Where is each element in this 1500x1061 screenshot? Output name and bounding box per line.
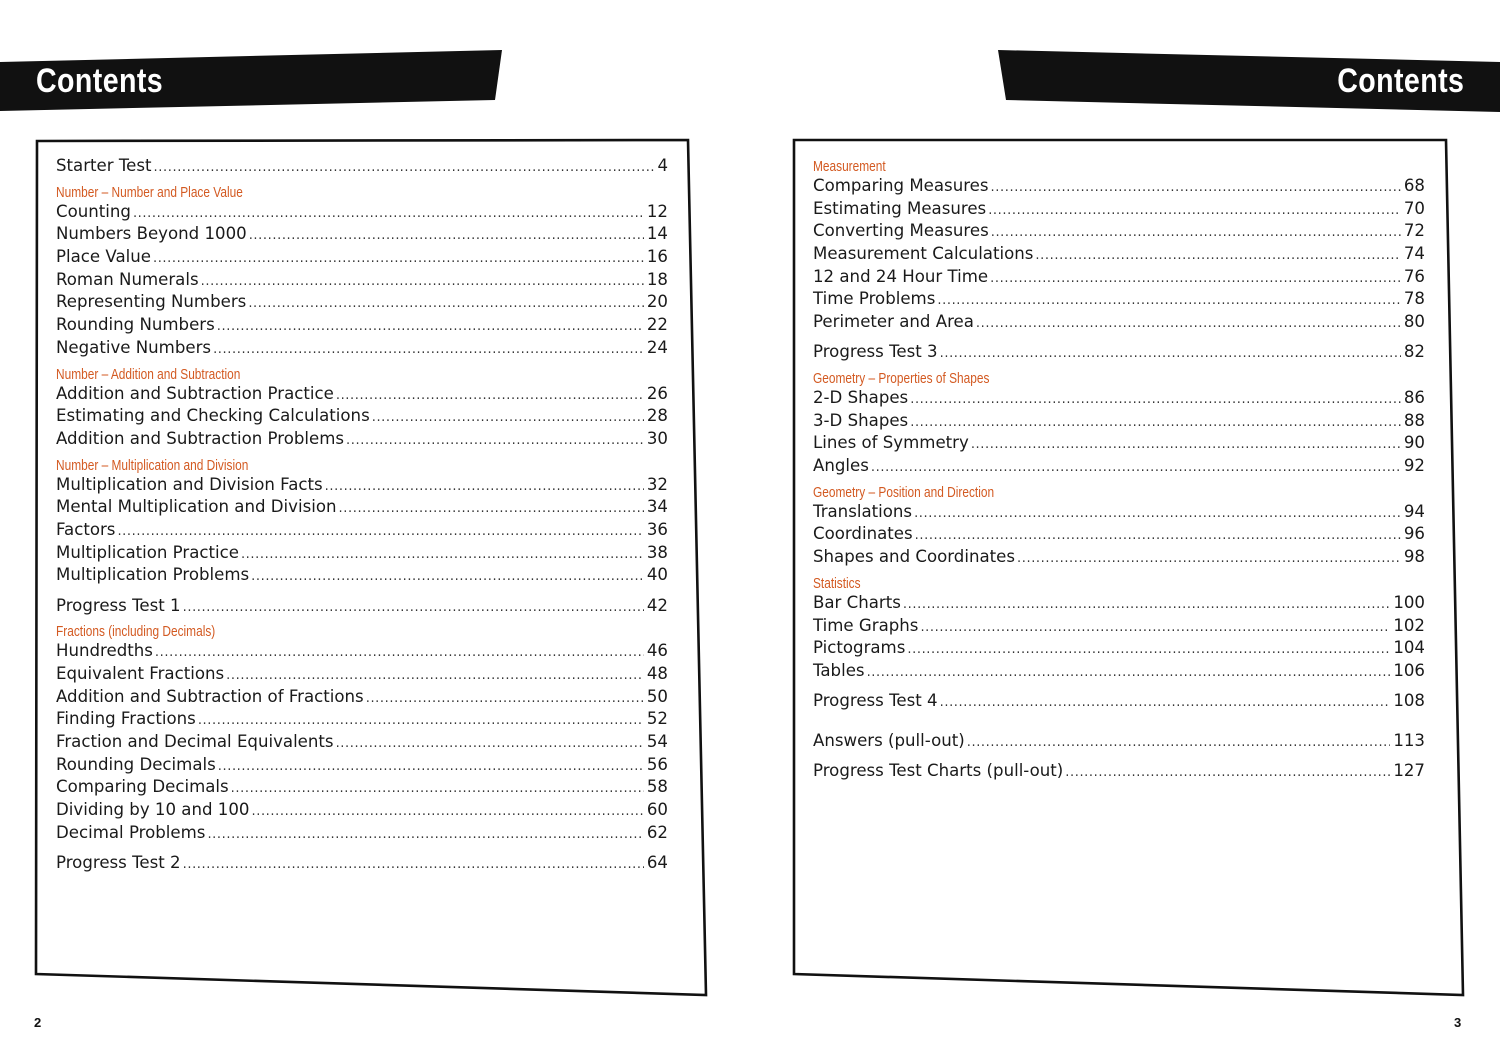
left-page-number: 2 [34,1015,42,1030]
toc-leader-dots [915,525,1401,548]
toc-entry[interactable] [56,799,668,822]
toc-entry[interactable] [56,564,668,587]
toc-leader-dots [914,503,1401,526]
toc-entry-title: Tables [813,660,865,680]
toc-leader-dots [1065,762,1390,785]
toc-entry-page: 16 [646,247,668,267]
toc-entry[interactable] [813,243,1425,266]
toc-entry-title: Rounding Decimals [56,754,216,774]
toc-entry[interactable] [813,637,1425,660]
toc-entry-title: Pictograms [813,638,906,658]
toc-entry-title: Estimating and Checking Calculations [56,406,370,426]
toc-entry-title: 2-D Shapes [813,388,909,407]
toc-leader-dots [910,389,1401,412]
toc-entry-title: Shapes and Coordinates [813,547,1015,567]
toc-entry-page: 32 [646,474,668,494]
toc-entry-page: 113 [1393,730,1425,750]
toc-entry-title: Multiplication and Division Facts [56,474,323,494]
toc-entry[interactable] [813,615,1425,638]
toc-entry[interactable] [813,341,1425,364]
toc-entry-page: 52 [646,709,668,729]
toc-leader-dots [920,617,1390,640]
toc-entry-page: 60 [646,800,668,819]
toc-entry[interactable] [56,640,668,663]
toc-entry-page: 4 [657,156,668,175]
toc-leader-dots [183,597,644,620]
toc-leader-dots [155,642,644,665]
toc-leader-dots [991,222,1401,245]
toc-entry-title: Progress Test 2 [56,852,181,872]
right-page-title: Contents [1336,62,1464,100]
toc-leader-dots [871,457,1401,480]
toc-entry-title: Place Value [56,247,151,267]
toc-entry-page: 24 [646,337,668,357]
toc-entry-title: 12 and 24 Hour Time [813,266,989,286]
toc-leader-dots [218,756,644,779]
toc-entry[interactable] [56,201,668,224]
toc-leader-dots [988,200,1401,223]
toc-entry-page: 54 [646,731,668,751]
toc-entry[interactable] [56,291,668,314]
toc-entry-page: 86 [1403,388,1425,407]
toc-entry[interactable] [56,314,668,337]
toc-entry[interactable] [56,337,668,360]
toc-entry-title: Decimal Problems [56,822,206,842]
toc-entry[interactable] [813,660,1425,683]
toc-entry-page: 76 [1403,266,1425,286]
toc-entry-page: 88 [1403,410,1425,430]
toc-leader-dots [990,268,1401,291]
toc-entry[interactable] [56,595,668,618]
toc-entry-page: 30 [646,428,668,448]
toc-entry[interactable] [813,760,1425,783]
toc-leader-dots [248,293,644,316]
toc-entry-page: 68 [1403,176,1425,195]
toc-leader-dots [346,430,644,453]
toc-entry[interactable] [813,410,1425,433]
toc-entry[interactable] [813,432,1425,455]
toc-entry-page: 74 [1403,244,1425,264]
toc-leader-dots [976,313,1401,336]
toc-entry-title: Measurement Calculations [813,244,1034,264]
toc-leader-dots [198,710,644,733]
toc-entry[interactable] [813,592,1425,615]
toc-entry-page: 102 [1393,615,1425,635]
toc-entry-page: 70 [1403,198,1425,218]
toc-section-heading: Number – Number and Place Value [56,184,243,201]
toc-leader-dots [339,498,644,521]
toc-entry-page: 98 [1403,547,1425,567]
toc-leader-dots [867,662,1391,685]
toc-entry[interactable] [813,266,1425,289]
toc-entry-title: Dividing by 10 and 100 [56,800,250,819]
toc-entry-page: 108 [1393,691,1425,711]
toc-entry[interactable] [56,542,668,565]
toc-entry-title: Rounding Numbers [56,315,215,335]
toc-entry-page: 40 [646,565,668,585]
toc-entry-title: Bar Charts [813,592,901,612]
toc-entry-page: 22 [646,315,668,335]
toc-entry-title: Hundredths [56,641,153,661]
toc-entry[interactable] [56,496,668,519]
toc-leader-dots [940,343,1401,366]
toc-entry-title: Progress Test 1 [56,595,181,615]
toc-entry-title: Comparing Measures [813,176,989,195]
toc-section-heading: Fractions (including Decimals) [56,624,216,641]
toc-leader-dots [372,407,644,430]
toc-entry[interactable] [56,708,668,731]
toc-leader-dots [251,566,644,589]
toc-entry-title: Comparing Decimals [56,777,229,797]
toc-entry-page: 104 [1393,638,1425,658]
toc-entry-page: 56 [646,754,668,774]
toc-entry[interactable] [56,519,668,542]
toc-leader-dots [940,692,1391,715]
toc-entry-title: Factors [56,519,116,539]
toc-entry-page: 42 [646,595,668,615]
toc-entry[interactable] [56,223,668,246]
toc-section-heading: Number – Multiplication and Division [56,457,249,474]
toc-entry[interactable] [56,383,668,406]
toc-section-heading: Statistics [813,575,861,592]
toc-entry-page: 78 [1403,289,1425,309]
toc-leader-dots [336,733,644,756]
toc-section-heading: Measurement [813,159,886,175]
toc-entry-title: Progress Test Charts (pull-out) [813,760,1064,780]
toc-entry-page: 14 [646,224,668,244]
toc-entry-page: 28 [646,406,668,426]
toc-entry-page: 64 [646,852,668,872]
toc-entry-title: Numbers Beyond 1000 [56,224,247,244]
toc-entry[interactable] [56,428,668,451]
toc-entry-title: Perimeter and Area [813,312,974,332]
toc-entry-title: Progress Test 4 [813,691,938,711]
toc-entry-page: 96 [1403,524,1425,544]
toc-entry-page: 38 [646,542,668,562]
toc-entry-page: 90 [1403,433,1425,453]
toc-entry-page: 12 [646,201,668,221]
toc-entry[interactable] [56,405,668,428]
toc-entry-page: 46 [646,641,668,661]
toc-entry-title: Time Problems [813,289,936,309]
toc-leader-dots [907,639,1390,662]
toc-entry[interactable] [813,198,1425,221]
toc-leader-dots [336,385,644,408]
toc-entry-page: 36 [646,519,668,539]
toc-entry[interactable] [813,455,1425,478]
toc-section-heading: Number – Addition and Subtraction [56,366,241,383]
toc-entry[interactable] [813,730,1425,753]
toc-entry[interactable] [56,269,668,292]
toc-leader-dots [241,544,644,567]
toc-entry-title: Estimating Measures [813,198,987,218]
toc-leader-dots [967,732,1391,755]
toc-entry[interactable] [56,754,668,777]
toc-entry-title: Negative Numbers [56,337,212,357]
toc-leader-dots [183,854,644,877]
toc-entry-title: Coordinates [813,524,913,544]
toc-entry-title: Lines of Symmetry [813,433,969,453]
toc-entry-page: 100 [1393,592,1425,612]
toc-entry-title: Answers (pull-out) [813,730,965,750]
toc-entry[interactable] [56,776,668,799]
toc-entry[interactable] [813,690,1425,713]
toc-entry-page: 34 [646,497,668,517]
toc-leader-dots [991,177,1401,200]
toc-section-heading: Geometry – Properties of Shapes [813,371,990,387]
toc-entry-page: 106 [1393,660,1425,680]
toc-entry-page: 94 [1403,501,1425,521]
toc-entry-title: Fraction and Decimal Equivalents [56,731,334,751]
toc-leader-dots [910,412,1401,435]
toc-entry-page: 18 [646,269,668,289]
toc-entry[interactable] [813,220,1425,243]
toc-entry-page: 26 [646,383,668,403]
toc-entry-page: 80 [1403,312,1425,332]
toc-entry[interactable] [813,311,1425,334]
toc-entry-page: 20 [646,292,668,312]
toc-entry-title: Progress Test 3 [813,342,938,362]
toc-leader-dots [249,225,644,248]
toc-entry-title: 3-D Shapes [813,410,909,430]
toc-entry-page: 92 [1403,456,1425,476]
toc-entry-page: 127 [1393,760,1425,780]
toc-entry-page: 72 [1403,221,1425,241]
toc-entry-title: Starter Test [56,156,152,175]
right-toc-list [813,158,1425,783]
toc-entry-title: Addition and Subtraction Problems [56,428,345,448]
toc-leader-dots [213,339,644,362]
toc-entry[interactable] [813,387,1425,410]
toc-section-heading: Geometry – Position and Direction [813,484,995,501]
toc-entry[interactable] [56,852,668,875]
toc-leader-dots [366,688,644,711]
toc-entry-page: 58 [646,777,668,797]
toc-leader-dots [153,248,644,271]
left-page-title: Contents [36,62,164,100]
toc-entry[interactable] [813,546,1425,569]
toc-entry[interactable] [56,822,668,845]
toc-entry-title: Roman Numerals [56,269,199,289]
toc-leader-dots [1035,245,1400,268]
toc-entry[interactable] [56,246,668,269]
toc-entry[interactable] [813,501,1425,524]
toc-entry-title: Multiplication Practice [56,542,239,562]
toc-leader-dots [154,157,655,180]
toc-entry-page: 48 [646,663,668,683]
toc-leader-dots [207,824,643,847]
toc-leader-dots [1017,548,1401,571]
toc-entry-title: Representing Numbers [56,292,247,312]
toc-entry[interactable] [813,175,1425,198]
toc-entry-page: 82 [1403,342,1425,362]
toc-entry[interactable] [56,155,668,178]
toc-entry-title: Angles [813,456,869,476]
toc-entry-title: Converting Measures [813,221,989,241]
toc-entry[interactable] [813,523,1425,546]
toc-leader-dots [937,290,1401,313]
toc-leader-dots [251,801,643,824]
left-toc-list [56,155,668,875]
toc-entry-title: Addition and Subtraction Practice [56,383,334,403]
toc-entry-title: Mental Multiplication and Division [56,497,337,517]
toc-entry[interactable] [56,731,668,754]
toc-entry-title: Translations [813,501,913,521]
toc-leader-dots [231,778,644,801]
toc-entry-title: Multiplication Problems [56,565,250,585]
toc-leader-dots [971,434,1401,457]
right-page-number: 3 [1454,1015,1462,1030]
toc-entry[interactable] [56,663,668,686]
toc-leader-dots [217,316,644,339]
toc-leader-dots [133,203,644,226]
toc-entry-title: Addition and Subtraction of Fractions [56,686,364,706]
toc-entry[interactable] [813,288,1425,311]
toc-leader-dots [226,665,644,688]
toc-entry-title: Time Graphs [813,615,919,635]
toc-entry-title: Finding Fractions [56,709,196,729]
toc-entry-page: 62 [646,822,668,842]
toc-entry-title: Equivalent Fractions [56,663,225,683]
toc-leader-dots [201,271,644,294]
toc-entry[interactable] [56,474,668,497]
toc-entry-page: 50 [646,686,668,706]
toc-entry[interactable] [56,686,668,709]
toc-entry-title: Counting [56,201,131,221]
toc-leader-dots [903,594,1390,617]
toc-leader-dots [325,476,644,499]
toc-leader-dots [117,521,643,544]
